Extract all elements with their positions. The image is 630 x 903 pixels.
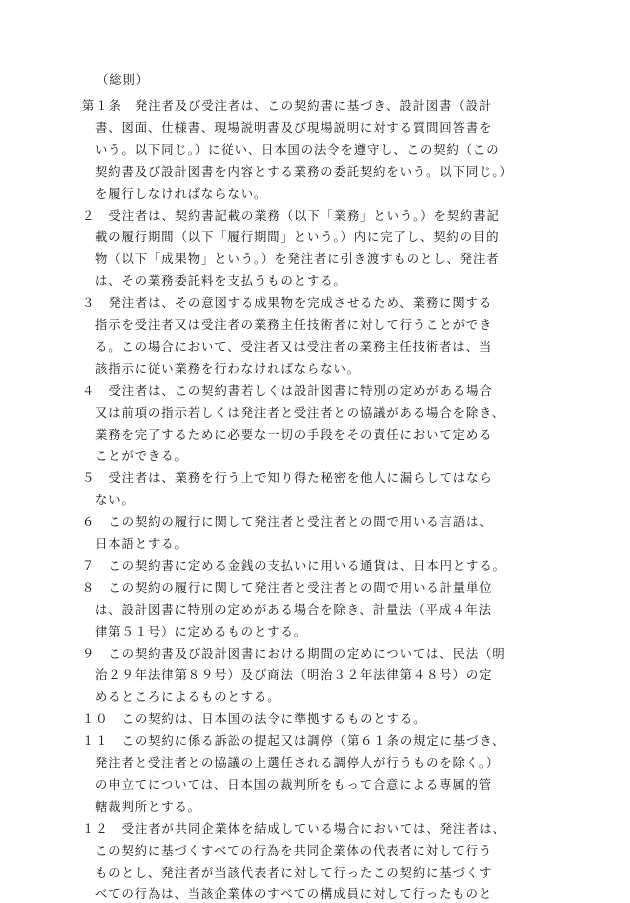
text-line: １２ 受注者が共同企業体を結成している場合においては、発注者は、 (82, 821, 506, 836)
text-line: ９ この契約書及び設計図書における期間の定めについては、民法（明 (82, 646, 506, 661)
text-line: は、設計図書に特別の定めがある場合を除き、計量法（平成４年法 (95, 602, 492, 617)
text-line: 該指示に従い業務を行わなければならない。 (95, 361, 360, 376)
text-line: いう。以下同じ。）に従い、日本国の法令を遵守し、この契約（この (95, 142, 500, 157)
text-line: 轄裁判所とする。 (95, 799, 201, 814)
text-line: 指示を受注者又は受注者の業務主任技術者に対して行うことができ (95, 318, 493, 332)
text-line: １０ この契約は、日本国の法令に準拠するものとする。 (82, 712, 427, 727)
text-line: ことができる。 (95, 449, 188, 464)
text-line: ２ 受注者は、契約書記載の業務（以下「業務」という。）を契約書記 (82, 208, 500, 223)
text-line: を履行しなければならない。 (95, 186, 268, 201)
text-line: ３ 発注者は、その意図する成果物を完成させるため、業務に関する (82, 296, 493, 311)
text-line: 治２９年法律第８９号）及び商法（明治３２年法律第４８号）の定 (95, 668, 493, 683)
text-line: ものとし、発注者が当該代表者に対して行ったこの契約に基づくす (95, 865, 493, 880)
text-line: の申立てについては、日本国の裁判所をもって合意による専属的管 (95, 777, 493, 792)
text-line: ６ この契約の履行に関して発注者と受注者との間で用いる言語は、 (82, 515, 493, 530)
section-heading: （総則） (96, 73, 149, 87)
text-line: ８ この契約の履行に関して発注者と受注者との間で用いる計量単位 (82, 580, 493, 595)
text-line: ５ 受注者は、業務を行う上で知り得た秘密を他人に漏らしてはなら (82, 471, 493, 486)
text-line: ４ 受注者は、この契約書若しくは設計図書に特別の定めがある場合 (82, 383, 493, 398)
text-line: 又は前項の指示若しくは発注者と受注者との協議がある場合を除き、 (95, 405, 506, 420)
text-line: この契約に基づくすべての行為を共同企業体の代表者に対して行う (95, 843, 493, 858)
text-line: １１ この契約に係る訴訟の提起又は調停（第６１条の規定に基づき、 (82, 734, 506, 749)
text-line: 契約書及び設計図書を内容とする業務の委託契約をいう。以下同じ。） (95, 164, 513, 179)
text-line: 日本語とする。 (95, 537, 188, 551)
text-line: 律第５１号）に定めるものとする。 (95, 624, 307, 639)
text-line: 第１条 発注者及び受注者は、この契約書に基づき、設計図書（設計 (82, 99, 493, 113)
text-line: は、その業務委託料を支払うものとする。 (95, 274, 347, 289)
text-line: 書、図面、仕様書、現場説明書及び現場説明に対する質問回答書を (95, 120, 493, 135)
text-line: めるところによるものとする。 (95, 690, 281, 705)
text-line: 業務を完了するために必要な一切の手段をその責任において定める (95, 427, 493, 442)
text-line: 物（以下「成果物」という。）を発注者に引き渡すものとし、発注者 (95, 252, 500, 267)
text-line: べての行為は、当該企業体のすべての構成員に対して行ったものと (95, 887, 493, 902)
text-line: 発注者と受注者との協議の上選任される調停人が行うものを除く。） (95, 756, 500, 770)
text-line: る。この場合において、受注者又は受注者の業務主任技術者は、当 (95, 339, 493, 354)
text-line: ７ この契約書に定める金銭の支払いに用いる通貨は、日本円とする。 (82, 558, 506, 573)
text-line: ない。 (95, 493, 135, 508)
text-line: 載の履行期間（以下「履行期間」という。）内に完了し、契約の目的 (95, 230, 500, 245)
